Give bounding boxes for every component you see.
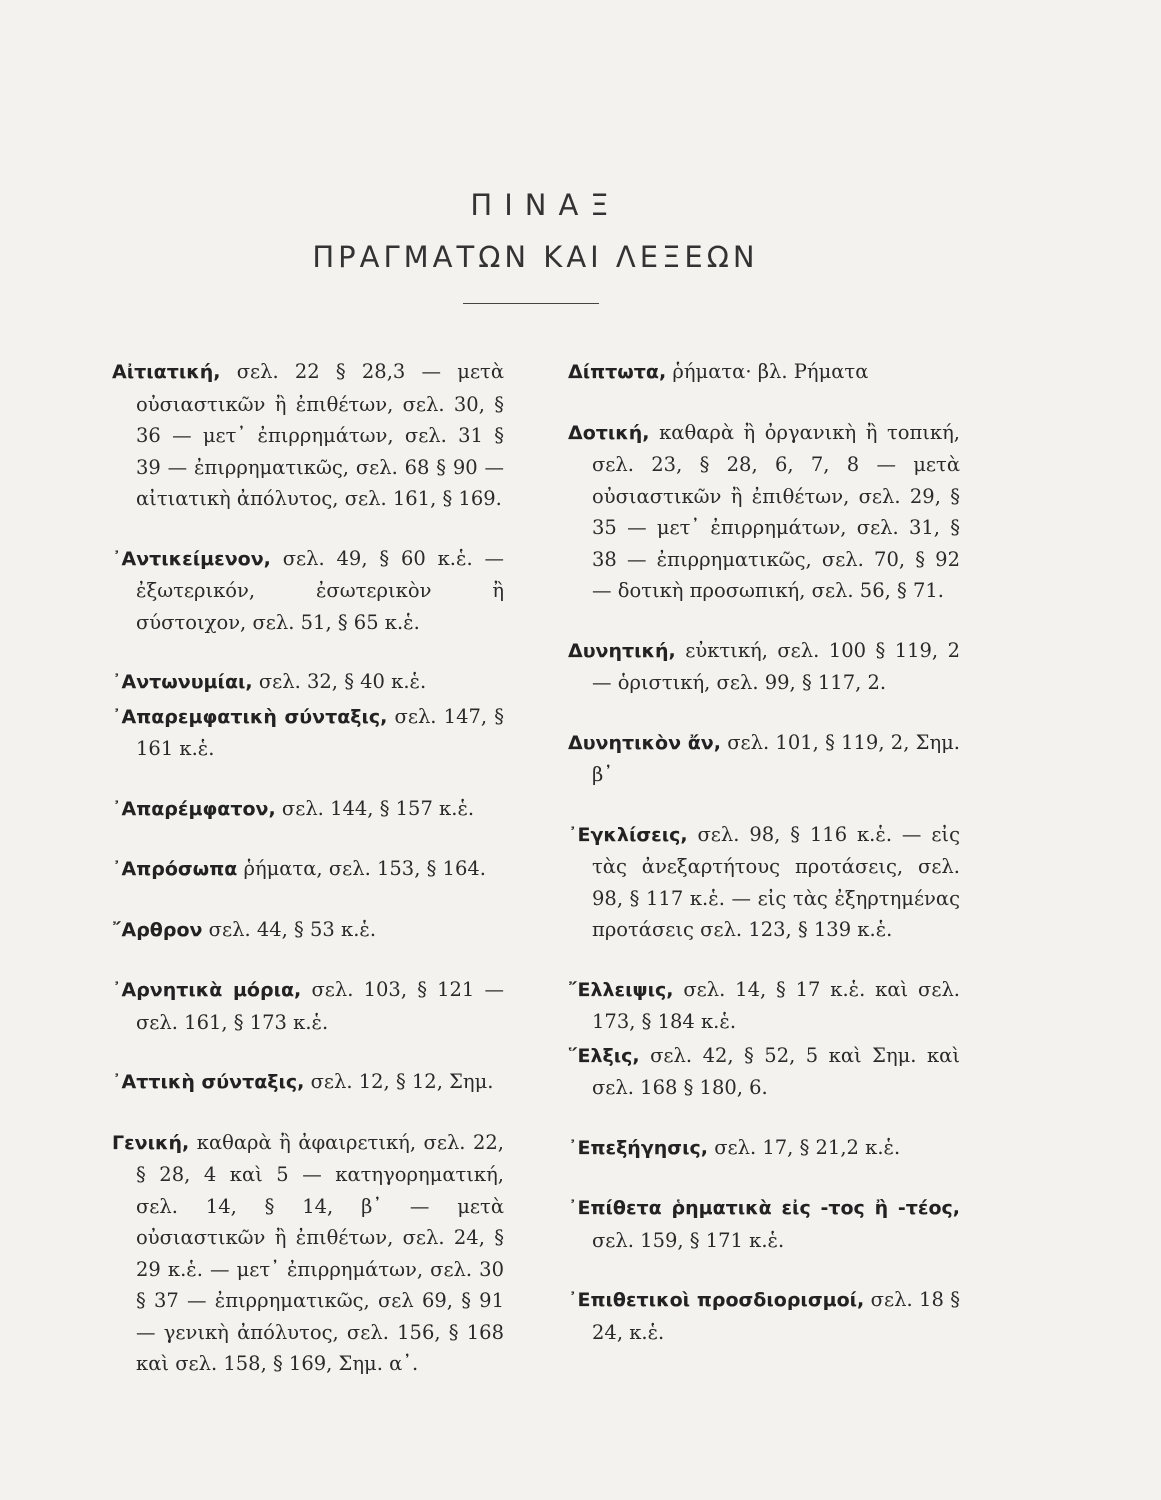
entry-headword: ᾽Απαρέμφατον, [112,797,276,820]
entry-headword: Δίπτωτα, [568,361,667,383]
index-entry [112,853,504,886]
right-column [568,356,960,1348]
entry-references: σελ. 12, § 12, Σημ. [310,1070,494,1093]
index-entry [112,1127,504,1380]
entry-headword: ῎Ελλειψις, [568,978,674,1001]
entry-references: σελ. 22 § 28,3 — μετὰ οὐσιαστικῶν ἢ ἐπιθέτων, σελ. 30, § 36 — μετ᾽ ἐπιρρημάτων, σελ. 31 § 39 — ἐπιρρηματικῶς, σελ. 68 § 90 — αἰτιατικὴ ἀπόλυτος, σελ. 161, § 169. [136,360,504,510]
index-entry [568,1284,960,1348]
entry-headword: ᾽Επιθετικοὶ προσδιορισμοί, [568,1289,865,1311]
entry-headword: ᾽Απρόσωπα [112,858,238,880]
entry-headword: ᾽Αντικείμενον, [112,547,271,570]
index-entry [568,635,960,699]
entry-references: σελ. 17, § 21,2 κ.ἑ. [714,1135,901,1159]
entry-headword: ᾽Απαρεμφατικὴ σύνταξις, [112,705,388,728]
entry-headword: Δοτική, [568,421,650,444]
entry-references: σελ. 42, § 52, 5 καὶ Σημ. καὶ σελ. 168 § 180, 6. [592,1043,960,1099]
index-entry [568,819,960,946]
entry-references: καθαρὰ ἢ ὀργανικὴ ἢ τοπική, σελ. 23, § 28, 6, 7, 8 — μετὰ οὐσιαστικῶν ἢ ἐπιθέτων, σελ. 29, § 35 — μετ᾽ ἐπιρρημάτων, σελ. 31, § 38 — ἐπιρρηματικῶς, σελ. 70, § 92 — δοτικὴ προσωπική, σελ. 56, § 71. [592,420,961,602]
index-entry [568,356,960,389]
index-entry [112,974,504,1038]
entry-references: ῥήματα· βλ. Ρήματα [672,360,869,383]
entry-headword: ᾽Επεξήγησις, [568,1136,708,1159]
index-subtitle: ΠΡΑΓΜΑΤΩΝ ΚΑΙ ΛΕΞΕΩΝ [312,240,759,274]
entry-references: σελ. 147, § 161 κ.ἑ. [136,704,504,760]
entry-headword: ῞Ελξις, [568,1044,640,1067]
index-entry [568,1192,960,1256]
entry-references: σελ. 144, § 157 κ.ἑ. [281,796,475,820]
entry-references: σελ. 49, § 60 κ.ἑ. — ἐξωτερικόν, ἐσωτερικὸν ἢ σύστοιχον, σελ. 51, § 65 κ.ἑ. [136,546,504,634]
entry-headword: ᾽Αντωνυμίαι, [112,671,253,693]
index-entry [112,1066,504,1099]
entry-references: σελ. 44, § 53 κ.ἑ. [208,917,377,941]
index-title: ΠΙΝΑΞ [470,188,621,222]
index-entry [568,727,960,791]
entry-references: σελ. 18 § 24, κ.ἑ. [592,1288,960,1344]
entry-headword: Δυνητική, [568,639,676,662]
index-entry [112,914,504,947]
entry-references: ῥήματα, σελ. 153, § 164. [243,857,486,880]
entry-references: σελ. 14, § 17 κ.ἑ. καὶ σελ. 173, § 184 κ.ἑ. [592,977,960,1033]
index-entry [112,666,504,699]
index-entry [112,543,504,639]
entry-headword: Δυνητικὸν ἄν, [568,731,721,754]
index-entry [568,417,960,607]
index-entry [568,974,960,1038]
entry-references: σελ. 103, § 121 — σελ. 161, § 173 κ.ἑ. [136,978,505,1034]
entry-headword: ᾽Εγκλίσεις, [568,823,688,846]
entry-references: σελ. 32, § 40 κ.ἑ. [258,670,427,693]
entry-references: σελ. 98, § 116 κ.ἑ. — εἰς τὰς ἀνεξαρτήτους προτάσεις, σελ. 98, § 117 κ.ἑ. — εἰς τὰς ἐξηρτημένας προτάσεις σελ. 123, § 139 κ.ἑ. [592,822,960,941]
left-column [112,356,504,1380]
index-entry [568,1132,960,1165]
entry-headword: ᾽Επίθετα ῥηματικὰ εἰς -τος ἢ -τέος, [568,1197,960,1219]
entry-references: σελ. 101, § 119, 2, Σημ. β᾽ [592,730,960,786]
entry-references: καθαρὰ ἢ ἀφαιρετική, σελ. 22, § 28, 4 καὶ 5 — κατηγορηματική, σελ. 14, § 14, β᾽ — μετὰ οὐσιαστικῶν ἢ ἐπιθέτων, σελ. 24, § 29 κ.ἑ. — μετ᾽ ἐπιρρημάτων, σελ. 30 § 37 — ἐπιρρηματικῶς, σελ 69, § 91 — γενικὴ ἀπόλυτος, σελ. 156, § 168 καὶ σελ. 158, § 169, Σημ. α᾽. [136,1130,505,1375]
entry-headword: ῎Αρθρον [112,918,203,941]
entry-headword: ᾽Αρνητικὰ μόρια, [112,979,302,1001]
entry-headword: Αἰτιατική, [112,361,221,383]
entry-references: σελ. 159, § 171 κ.ἑ. [592,1228,785,1252]
title-divider [463,303,599,304]
entry-headword: Γενική, [112,1131,190,1154]
index-entry [112,701,504,765]
entry-headword: ᾽Αττικὴ σύνταξις, [112,1071,305,1093]
entry-references: εὐκτική, σελ. 100 § 119, 2 — ὁριστική, σελ. 99, § 117, 2. [592,638,960,694]
index-entry [112,793,504,826]
index-entry [568,1040,960,1104]
index-entry [112,356,504,515]
